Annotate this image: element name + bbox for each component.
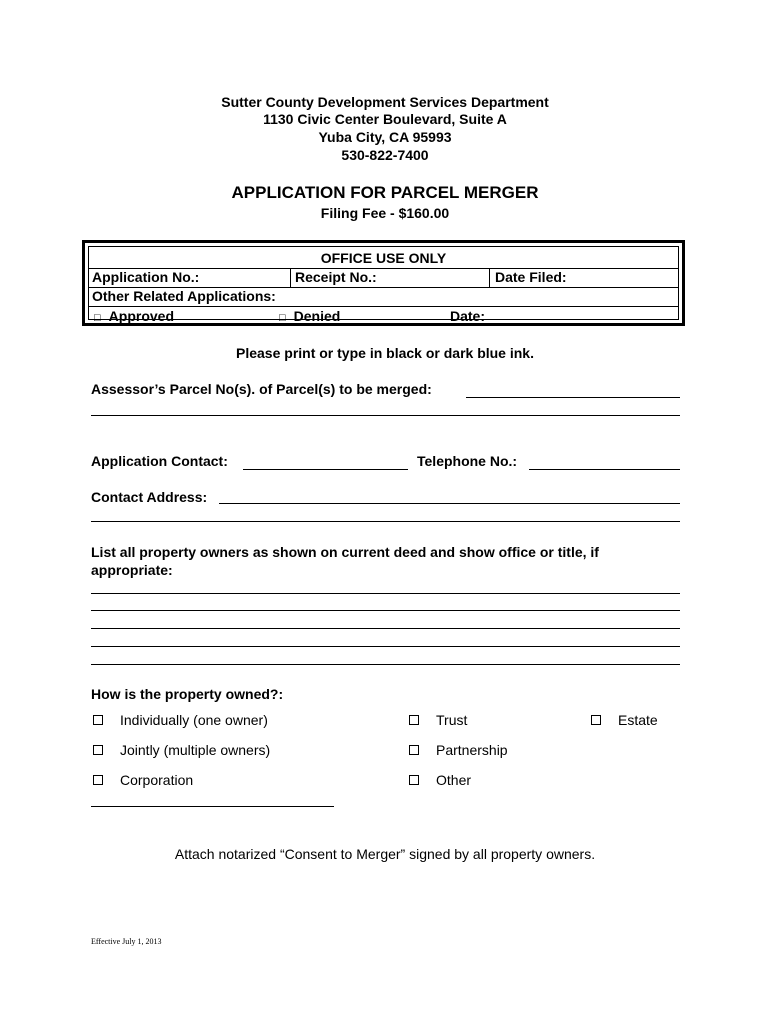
checkbox-icon: □: [94, 312, 101, 324]
office-use-box: [82, 240, 685, 326]
checkbox-icon: [409, 715, 419, 725]
checkbox-icon: □: [279, 312, 286, 324]
option-label: Jointly (multiple owners): [120, 742, 271, 758]
checkbox-icon: [591, 715, 601, 725]
parcel-numbers-line-2[interactable]: [91, 415, 680, 416]
option-trust[interactable]: [409, 712, 467, 728]
approved-label: Approved: [108, 308, 174, 324]
owner-line[interactable]: [91, 610, 680, 611]
telephone-line[interactable]: [529, 469, 680, 470]
department-phone: 530-822-7400: [341, 147, 429, 163]
checkbox-icon: [93, 715, 103, 725]
department-city: Yuba City, CA 95993: [318, 129, 452, 145]
filing-fee: Filing Fee - $160.00: [320, 205, 450, 221]
parcel-numbers-label: Assessor’s Parcel No(s). of Parcel(s) to be merged:: [91, 381, 432, 397]
checkbox-icon: [409, 775, 419, 785]
office-date-label: Date:: [450, 308, 486, 324]
denied-option[interactable]: [279, 308, 340, 324]
checkbox-icon: [93, 745, 103, 755]
divider: [89, 306, 678, 307]
parcel-numbers-line[interactable]: [466, 397, 680, 398]
option-label: Individually (one owner): [120, 712, 268, 728]
option-partnership[interactable]: [409, 742, 508, 758]
option-label: Partnership: [436, 742, 508, 758]
department-name: Sutter County Development Services Department: [221, 94, 549, 110]
option-other[interactable]: [409, 772, 471, 788]
divider: [489, 268, 490, 287]
property-owners-label: List all property owners as shown on current deed and show office or title, if appropriate:: [91, 544, 599, 578]
contact-address-line-2[interactable]: [91, 521, 680, 522]
approved-option[interactable]: [94, 308, 174, 324]
option-label: Trust: [436, 712, 468, 728]
option-estate[interactable]: [591, 712, 658, 728]
contact-address-label: Contact Address:: [91, 489, 208, 505]
option-jointly[interactable]: [93, 742, 270, 758]
application-no-label: Application No.:: [92, 269, 200, 285]
department-street: 1130 Civic Center Boulevard, Suite A: [263, 111, 507, 127]
related-applications-label: Other Related Applications:: [92, 288, 276, 304]
divider: [290, 268, 291, 287]
attach-consent-note: Attach notarized “Consent to Merger” signed by all property owners.: [174, 846, 596, 862]
form-title: APPLICATION FOR PARCEL MERGER: [231, 183, 539, 202]
effective-date: Effective July 1, 2013: [91, 937, 162, 946]
owner-line[interactable]: [91, 593, 680, 594]
ink-instructions: Please print or type in black or dark blue ink.: [236, 345, 534, 361]
receipt-no-label: Receipt No.:: [295, 269, 377, 285]
application-contact-line[interactable]: [243, 469, 408, 470]
checkbox-icon: [93, 775, 103, 785]
application-contact-label: Application Contact:: [91, 453, 228, 469]
owner-line[interactable]: [91, 628, 680, 629]
checkbox-icon: [409, 745, 419, 755]
option-label: Corporation: [120, 772, 194, 788]
denied-label: Denied: [293, 308, 341, 324]
option-corporation[interactable]: [93, 772, 193, 788]
telephone-label: Telephone No.:: [417, 453, 518, 469]
date-filed-label: Date Filed:: [495, 269, 567, 285]
contact-address-line[interactable]: [219, 503, 680, 504]
office-use-heading: OFFICE USE ONLY: [320, 250, 447, 266]
option-label: Estate: [618, 712, 658, 728]
option-label: Other: [436, 772, 472, 788]
owner-line[interactable]: [91, 664, 680, 665]
ownership-question: How is the property owned?:: [91, 686, 284, 702]
option-individually[interactable]: [93, 712, 268, 728]
other-specify-line[interactable]: [91, 806, 334, 807]
owner-line[interactable]: [91, 646, 680, 647]
